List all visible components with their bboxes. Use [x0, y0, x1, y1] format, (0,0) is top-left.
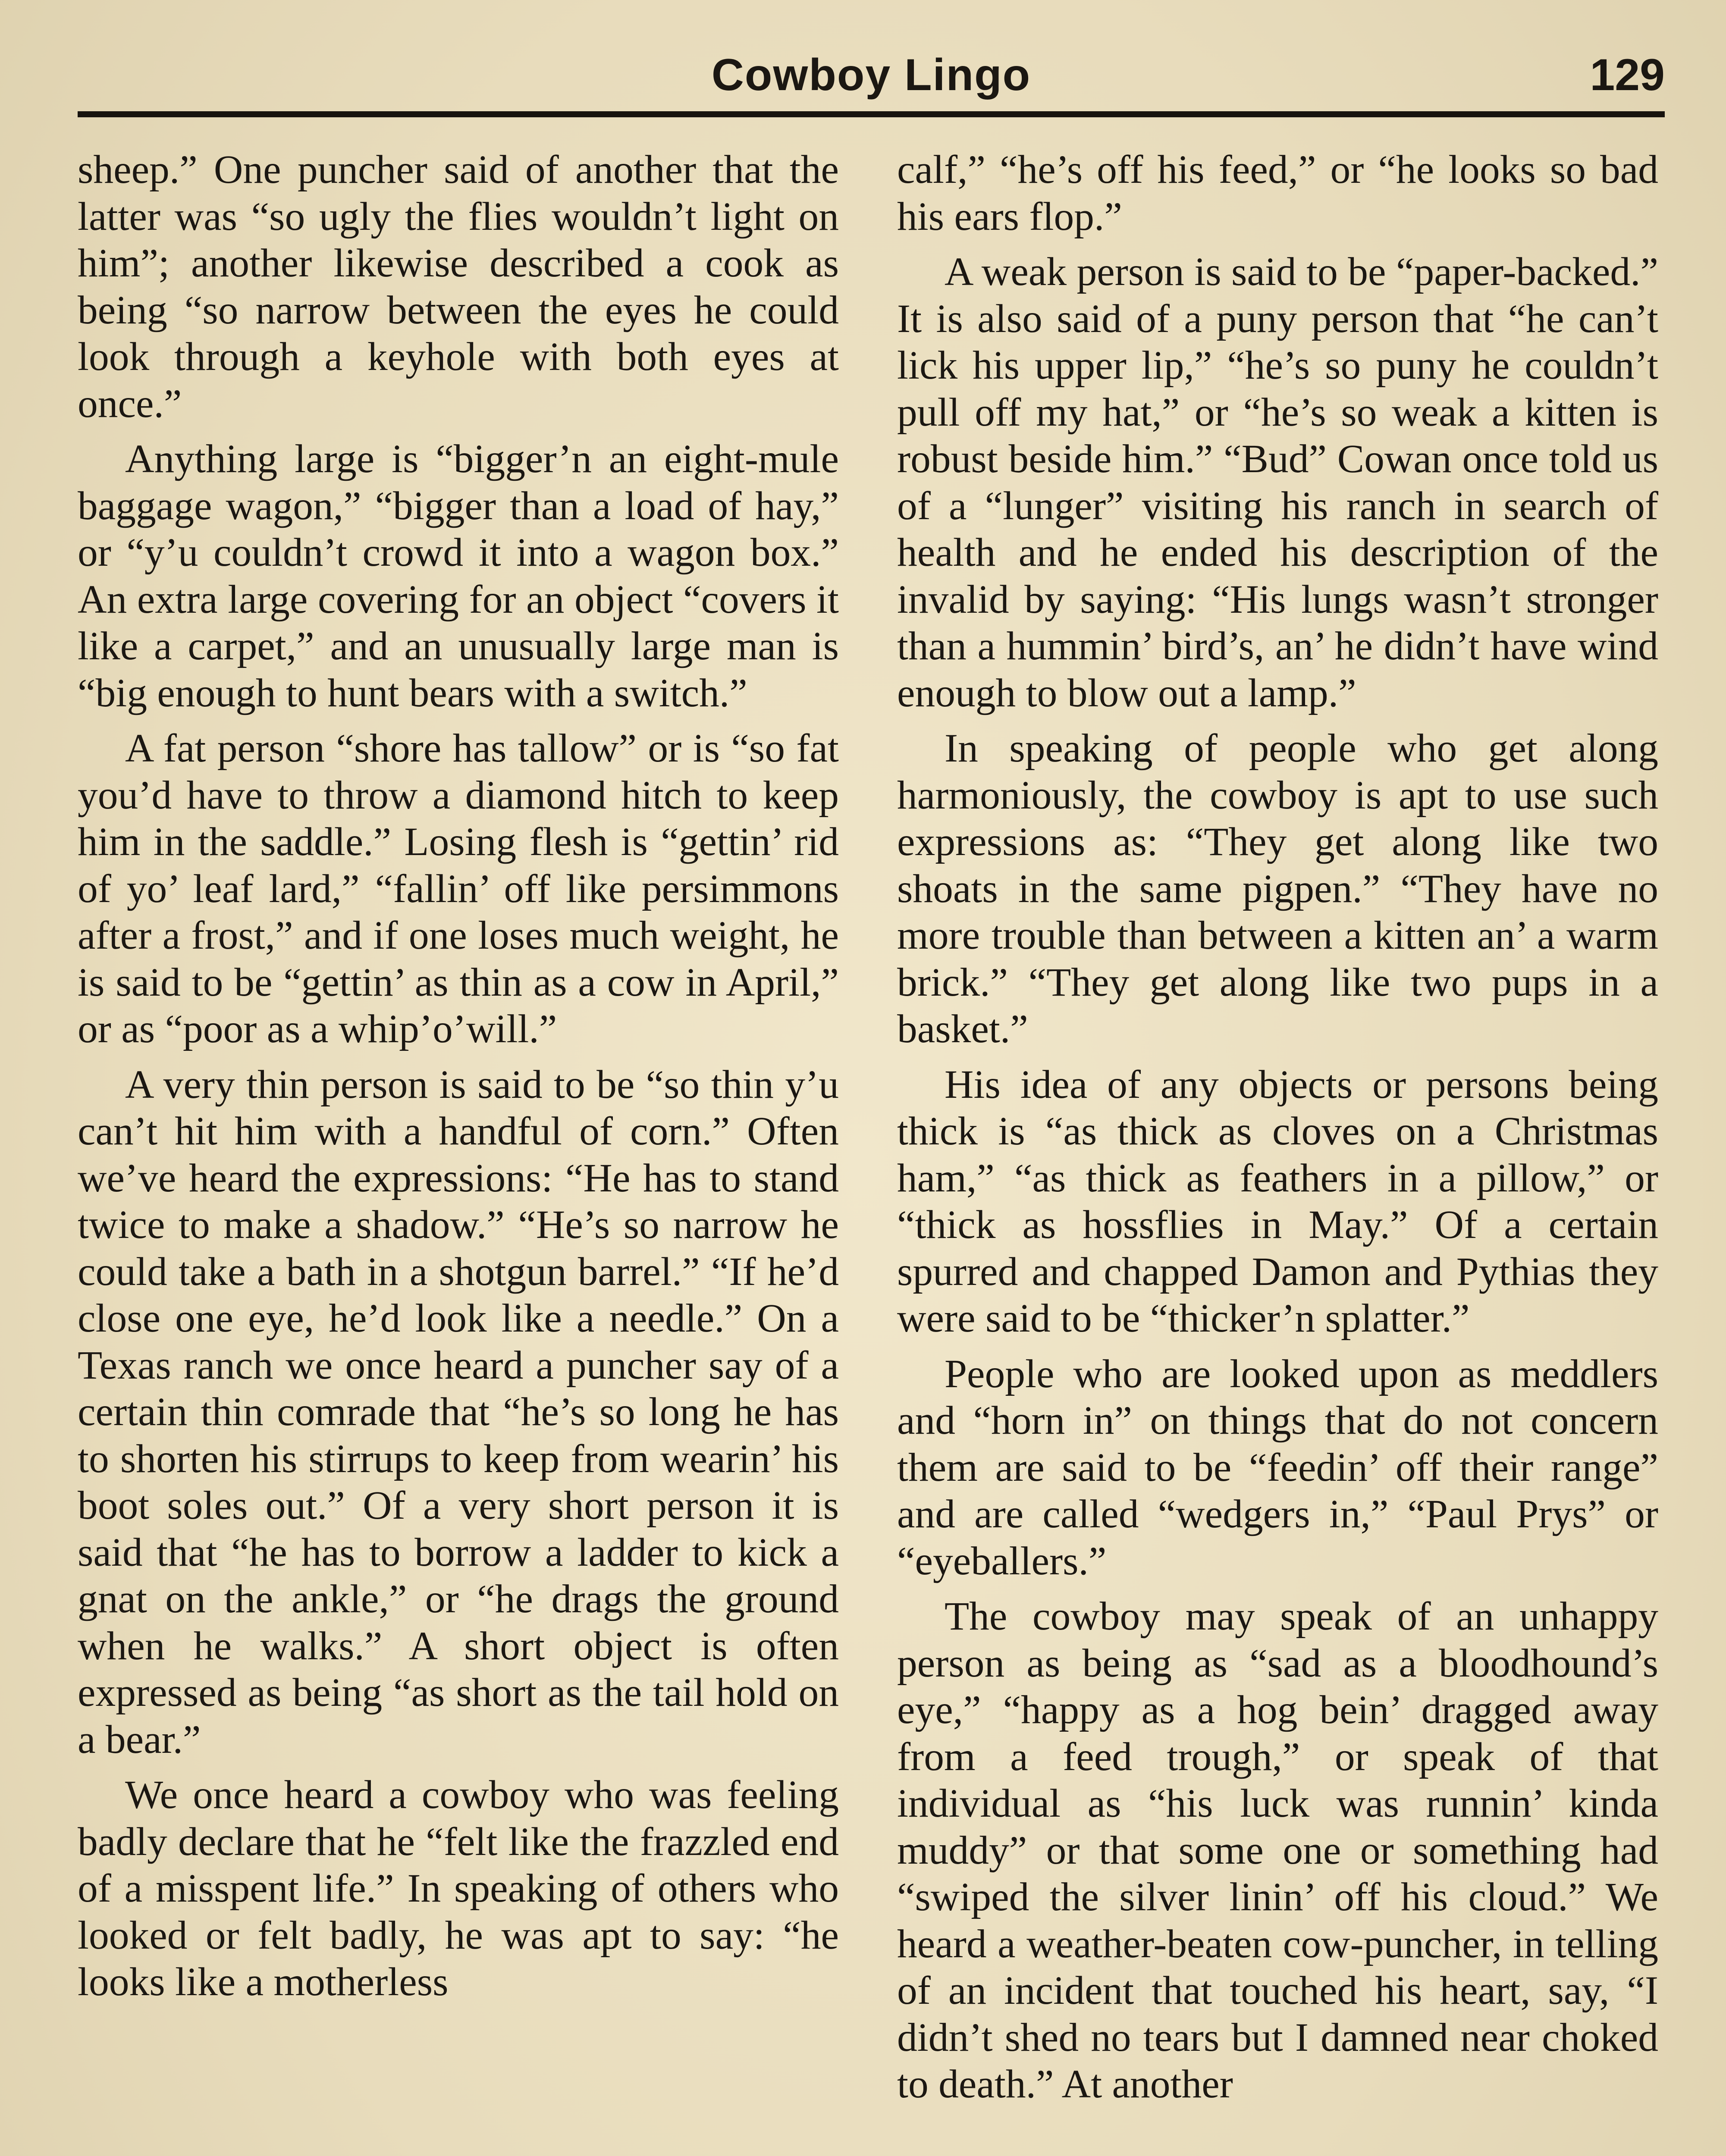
- paragraph: A weak person is said to be “paper-backed.” It is also said of a puny person that “he can’t lick his upper lip,” “he’s so puny he couldn’t pull off my hat,” or “he’s so weak a kitten is robust beside him.” “Bud” Cowan once told us of a “lunger” visiting his ranch in search of health and he ended his description of the invalid by saying: “His lungs wasn’t stronger than a hummin’ bird’s, an’ he didn’t have wind enough to blow out a lamp.”: [897, 250, 1658, 715]
- page-number: 129: [1590, 50, 1665, 100]
- header-rule: [78, 111, 1665, 117]
- paragraph: sheep.” One puncher said of another that the latter was “so ugly the flies wouldn’t light on him”; another likewise described a cook as being “so narrow between the eyes he could look through a keyhole with both eyes at once.”: [78, 147, 839, 426]
- paragraph: A very thin person is said to be “so thin y’u can’t hit him with a handful of corn.” Often we’ve heard the expressions: “He has to stand twice to make a shadow.” “He’s so narrow he could take a bath in a shotgun barrel.” “If he’d close one eye, he’d look like a needle.” On a Texas ranch we once heard a puncher say of a certain thin comrade that “he’s so long he has to shorten his stirrups to keep from wearin’ his boot soles out.” Of a very short person it is said that “he has to borrow a ladder to kick a gnat on the ankle,” or “he drags the ground when he walks.” A short object is often expressed as being “as short as the tail hold on a bear.”: [78, 1062, 839, 1762]
- right-column: [897, 147, 1658, 2117]
- paragraph: Anything large is “bigger’n an eight-mule baggage wagon,” “bigger than a load of hay,” or “y’u couldn’t crowd it into a wagon box.” An extra large covering for an object “covers it like a carpet,” and an unusually large man is “big enough to hunt bears with a switch.”: [78, 437, 839, 715]
- paragraph: We once heard a cowboy who was feeling badly declare that he “felt like the frazzled end of a misspent life.” In speaking of others who looked or felt badly, he was apt to say: “he looks like a motherless: [78, 1773, 839, 2004]
- paragraph: People who are looked upon as meddlers and “horn in” on things that do not concern them are said to be “feedin’ off their range” and are called “wedgers in,” “Paul Prys” or “eyeballers.”: [897, 1351, 1658, 1583]
- paragraph: The cowboy may speak of an unhappy person as being as “sad as a bloodhound’s eye,” “happy as a hog bein’ dragged away from a feed trough,” or speak of that individual as “his luck was runnin’ kinda muddy” or that some one or something had “swiped the silver linin’ off his cloud.” We heard a weather-beaten cow-puncher, in telling of an incident that touched his heart, say, “I didn’t shed no tears but I damned near choked to death.” At another: [897, 1594, 1658, 2106]
- paragraph: calf,” “he’s off his feed,” or “he looks so bad his ears flop.”: [897, 147, 1658, 239]
- paragraph: His idea of any objects or persons being thick is “as thick as cloves on a Christmas ham,” “as thick as feathers in a pillow,” or “thick as hossflies in May.” Of a certain spurred and chapped Damon and Pythias they were said to be “thicker’n splatter.”: [897, 1062, 1658, 1341]
- paragraph: A fat person “shore has tallow” or is “so fat you’d have to throw a diamond hitch to keep him in the saddle.” Losing flesh is “gettin’ rid of yo’ leaf lard,” “fallin’ off like persimmons after a frost,” and if one loses much weight, he is said to be “gettin’ as thin as a cow in April,” or as “poor as a whip’o’will.”: [78, 726, 839, 1051]
- paragraph: In speaking of people who get along harmoniously, the cowboy is apt to use such expressions as: “They get along like two shoats in the same pigpen.” “They have no more trouble than between a kitten an’ a warm brick.” “They get along like two pups in a basket.”: [897, 726, 1658, 1051]
- left-column: [78, 147, 839, 2015]
- running-title: Cowboy Lingo: [711, 50, 1031, 100]
- running-header: [78, 45, 1665, 114]
